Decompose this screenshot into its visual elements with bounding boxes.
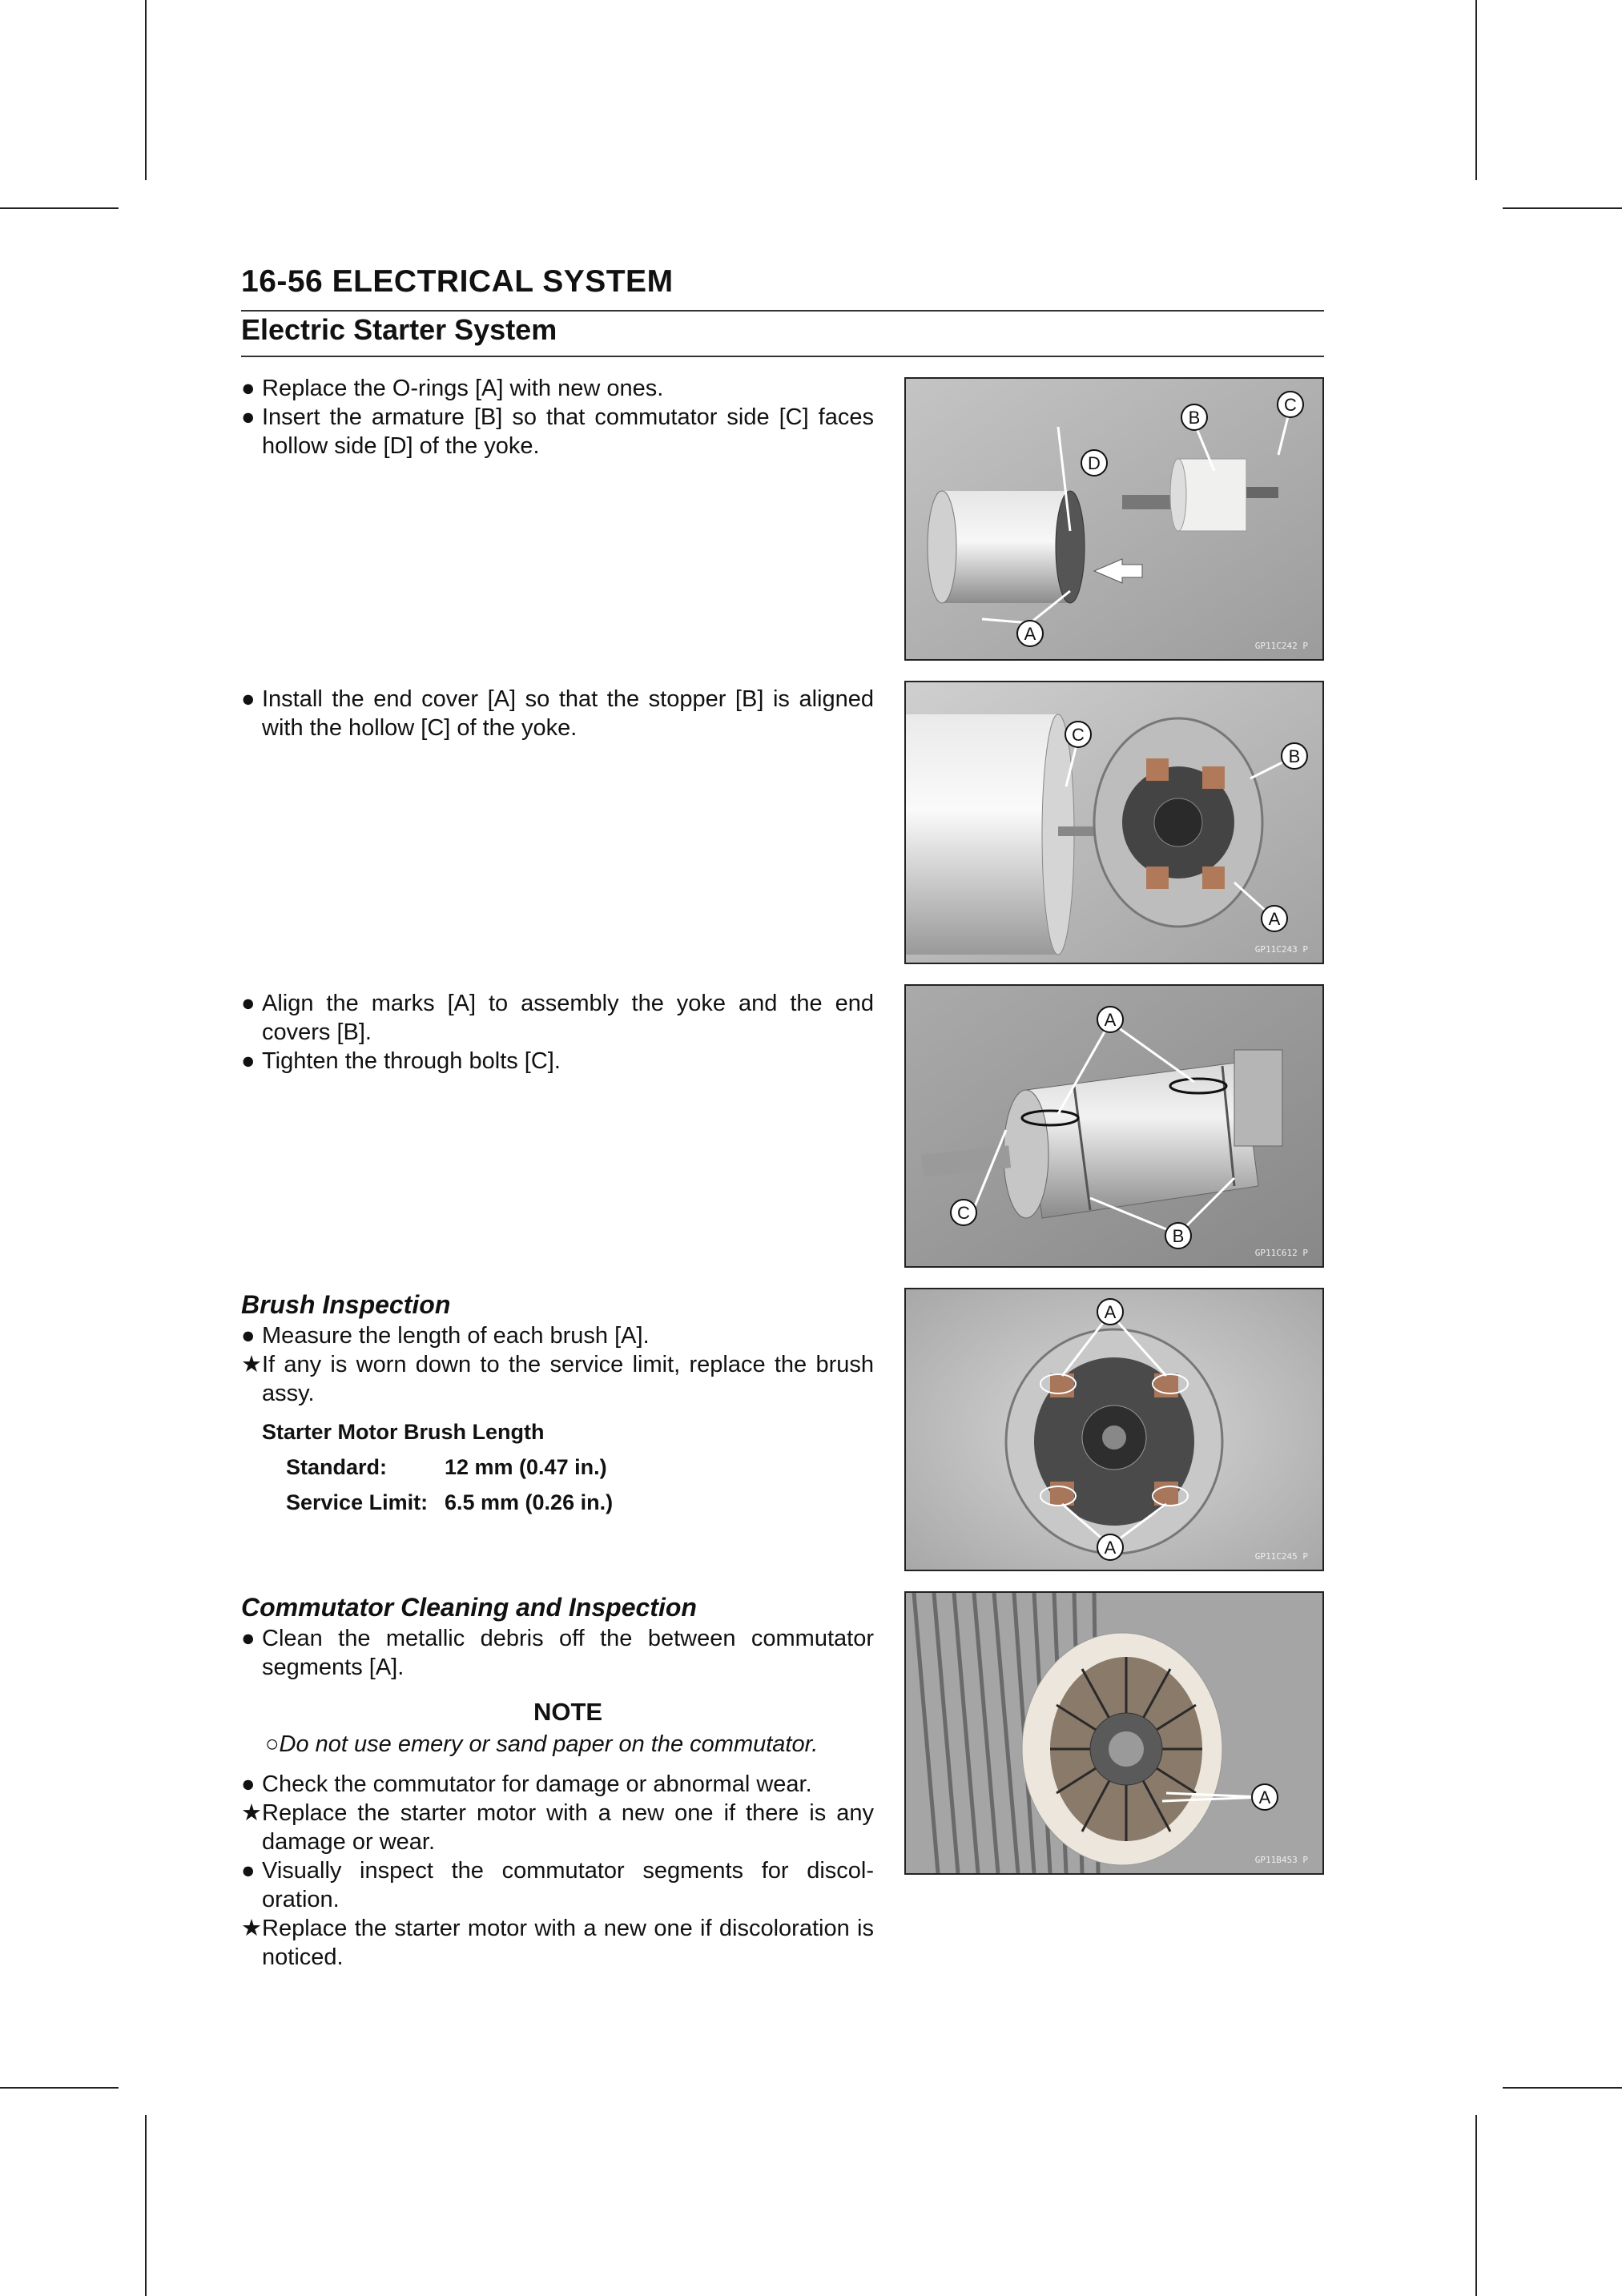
- bullet-item: ● Clean the metallic debris off the between commutator segments [A].: [241, 1626, 874, 1680]
- svg-text:A: A: [1104, 1010, 1117, 1030]
- spec-table: [241, 1419, 874, 1515]
- svg-text:A: A: [1104, 1538, 1117, 1558]
- photo-armature-insert: [904, 377, 1324, 661]
- page-title: 16-56 ELECTRICAL SYSTEM: [241, 264, 674, 299]
- bullet-item: ● Tighten the through bolts [C].: [241, 1048, 561, 1074]
- step-block-1: [241, 374, 874, 460]
- svg-text:D: D: [1088, 453, 1101, 473]
- crop-mark: [0, 207, 119, 209]
- crop-mark: [1503, 207, 1622, 209]
- svg-text:B: B: [1288, 746, 1301, 766]
- section-title: Electric Starter System: [241, 313, 557, 346]
- crop-mark: [145, 2115, 147, 2296]
- commutator-block: [241, 1592, 874, 1972]
- spec-row: Service Limit: 6.5 mm (0.26 in.): [286, 1490, 614, 1514]
- photo-code: GP11C242 P: [1254, 641, 1308, 651]
- header-rule: [241, 310, 1324, 312]
- note-text: ○Do not use emery or sand paper on the commutator.: [265, 1731, 819, 1757]
- bullet-item: ● Check the commutator for damage or abnormal wear.: [241, 1771, 812, 1797]
- spec-title: Starter Motor Brush Length: [262, 1420, 545, 1444]
- step-block-3: [241, 989, 874, 1076]
- photo-commutator: [904, 1591, 1324, 1875]
- svg-text:C: C: [957, 1203, 970, 1223]
- bullet-item: ● Replace the O-rings [A] with new ones.: [241, 376, 664, 401]
- star-item: ★ If any is worn down to the service limit, replace the brush assy.: [241, 1352, 874, 1406]
- svg-text:B: B: [1188, 408, 1201, 428]
- bullet-item: ● Visually inspect the commutator segments for discol-oration.: [241, 1858, 874, 1912]
- crop-mark: [1475, 0, 1477, 180]
- svg-text:A: A: [1268, 909, 1281, 929]
- brush-inspection-heading: Brush Inspection: [241, 1290, 451, 1319]
- photo-brush-inspection: [904, 1288, 1324, 1571]
- note-title: NOTE: [533, 1698, 603, 1726]
- photo-code: GP11C245 P: [1254, 1551, 1308, 1562]
- crop-mark: [0, 2087, 119, 2089]
- brush-inspection-block: [241, 1289, 874, 1515]
- crop-mark: [1503, 2087, 1622, 2089]
- svg-text:A: A: [1258, 1787, 1271, 1807]
- photo-code: GP11C612 P: [1254, 1248, 1308, 1258]
- photo-code: GP11B453 P: [1254, 1855, 1308, 1865]
- star-item: ★ Replace the starter motor with a new one if there is any damage or wear.: [241, 1800, 874, 1855]
- bullet-item: ● Align the marks [A] to assembly the yoke and the end covers [B].: [241, 991, 874, 1045]
- svg-text:B: B: [1172, 1226, 1185, 1246]
- commutator-illustration: [906, 1593, 1322, 1873]
- bullet-item: ● Insert the armature [B] so that commutator side [C] faces hollow side [D] of the yoke.: [241, 404, 874, 459]
- svg-text:A: A: [1104, 1302, 1117, 1322]
- armature-yoke-illustration: [906, 379, 1322, 659]
- spec-row: Standard: 12 mm (0.47 in.): [286, 1455, 607, 1479]
- commutator-heading: Commutator Cleaning and Inspection: [241, 1593, 697, 1622]
- svg-text:C: C: [1284, 395, 1297, 415]
- photo-code: GP11C243 P: [1254, 944, 1308, 955]
- photo-end-cover: [904, 681, 1324, 964]
- photo-assembled-motor: [904, 984, 1324, 1268]
- svg-text:C: C: [1072, 725, 1085, 745]
- crop-mark: [145, 0, 147, 180]
- section-rule: [241, 356, 1324, 357]
- brush-holder-illustration: [906, 1289, 1322, 1570]
- bullet-item: ● Measure the length of each brush [A].: [241, 1323, 650, 1349]
- bullet-item: ● Install the end cover [A] so that the stopper [B] is aligned with the hollow [C] of the yoke.: [241, 686, 874, 741]
- star-item: ★ Replace the starter motor with a new one if discoloration is noticed.: [241, 1916, 874, 1970]
- end-cover-illustration: [906, 682, 1322, 963]
- crop-mark: [1475, 2115, 1477, 2296]
- svg-text:A: A: [1024, 624, 1036, 644]
- assembled-motor-illustration: [906, 986, 1322, 1266]
- step-block-2: [241, 685, 874, 742]
